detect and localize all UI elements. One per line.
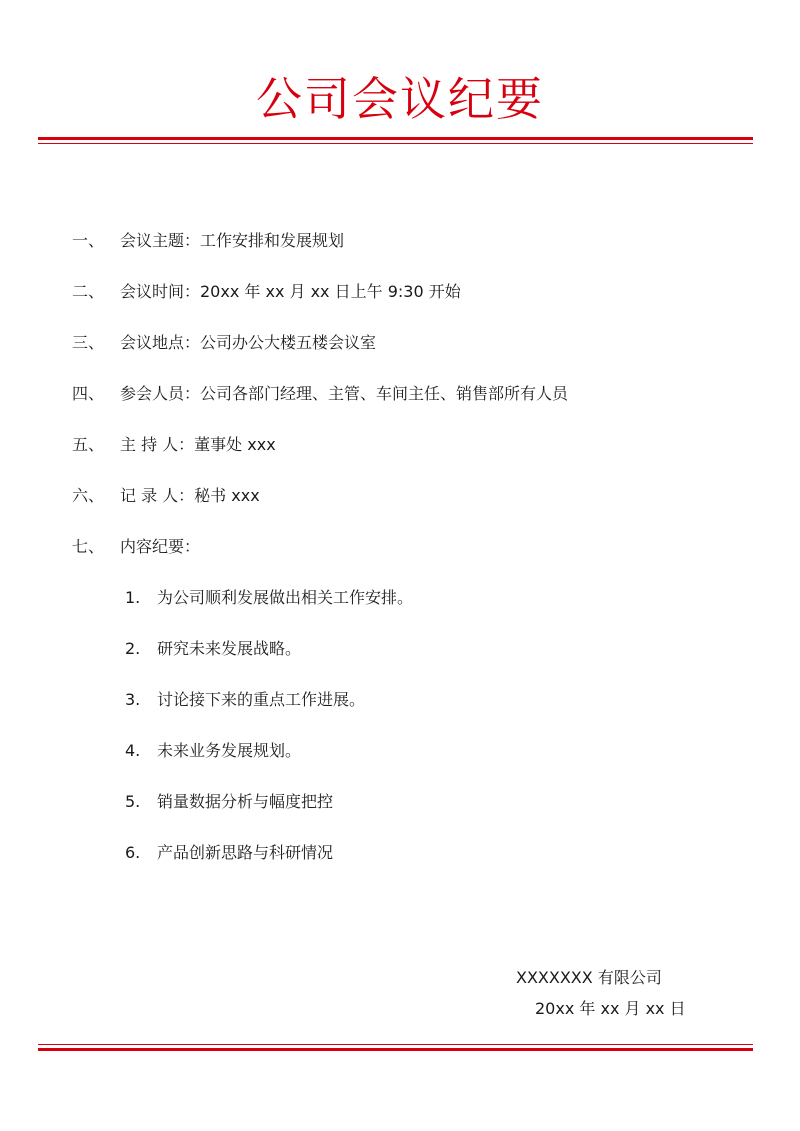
signature-date: 20xx 年 xx 月 xx 日	[535, 999, 686, 1018]
item-marker: 七、	[72, 537, 105, 556]
item-text: 记 录 人：秘书 xxx	[120, 486, 260, 505]
point-text: 产品创新思路与科研情况	[157, 843, 334, 862]
header-divider	[38, 137, 753, 144]
minutes-item-host	[72, 434, 276, 456]
summary-point	[125, 791, 333, 813]
minutes-item-attendees	[72, 383, 568, 405]
point-number: 1.	[125, 588, 141, 607]
point-number: 4.	[125, 741, 141, 760]
minutes-item-topic	[72, 230, 344, 252]
point-text: 销量数据分析与幅度把控	[157, 792, 334, 811]
item-text: 会议时间：20xx 年 xx 月 xx 日上午 9:30 开始	[120, 282, 461, 301]
item-text: 会议地点：公司办公大楼五楼会议室	[120, 333, 377, 352]
item-text: 主 持 人：董事处 xxx	[120, 435, 276, 454]
item-marker: 四、	[72, 384, 105, 403]
point-number: 2.	[125, 639, 141, 658]
point-text: 讨论接下来的重点工作进展。	[157, 690, 366, 709]
point-text: 研究未来发展战略。	[157, 639, 302, 658]
item-text: 会议主题：工作安排和发展规划	[120, 231, 345, 250]
summary-point	[125, 689, 365, 711]
signature-company: XXXXXXX 有限公司	[516, 968, 662, 987]
summary-point	[125, 587, 413, 609]
item-marker: 二、	[72, 282, 105, 301]
summary-point	[125, 638, 301, 660]
item-text: 内容纪要：	[120, 537, 201, 556]
point-text: 未来业务发展规划。	[157, 741, 302, 760]
footer-divider	[38, 1044, 753, 1051]
minutes-item-location	[72, 332, 376, 354]
item-marker: 一、	[72, 231, 105, 250]
item-marker: 五、	[72, 435, 105, 454]
point-number: 3.	[125, 690, 141, 709]
point-text: 为公司顺利发展做出相关工作安排。	[157, 588, 414, 607]
minutes-item-time	[72, 281, 461, 303]
item-marker: 三、	[72, 333, 105, 352]
summary-point	[125, 740, 301, 762]
minutes-item-recorder	[72, 485, 260, 507]
point-number: 6.	[125, 843, 141, 862]
item-marker: 六、	[72, 486, 105, 505]
point-number: 5.	[125, 792, 141, 811]
document-title: 公司会议纪要	[256, 72, 544, 126]
summary-point	[125, 842, 333, 864]
minutes-item-summary	[72, 536, 200, 558]
item-text: 参会人员：公司各部门经理、主管、车间主任、销售部所有人员	[120, 384, 569, 403]
